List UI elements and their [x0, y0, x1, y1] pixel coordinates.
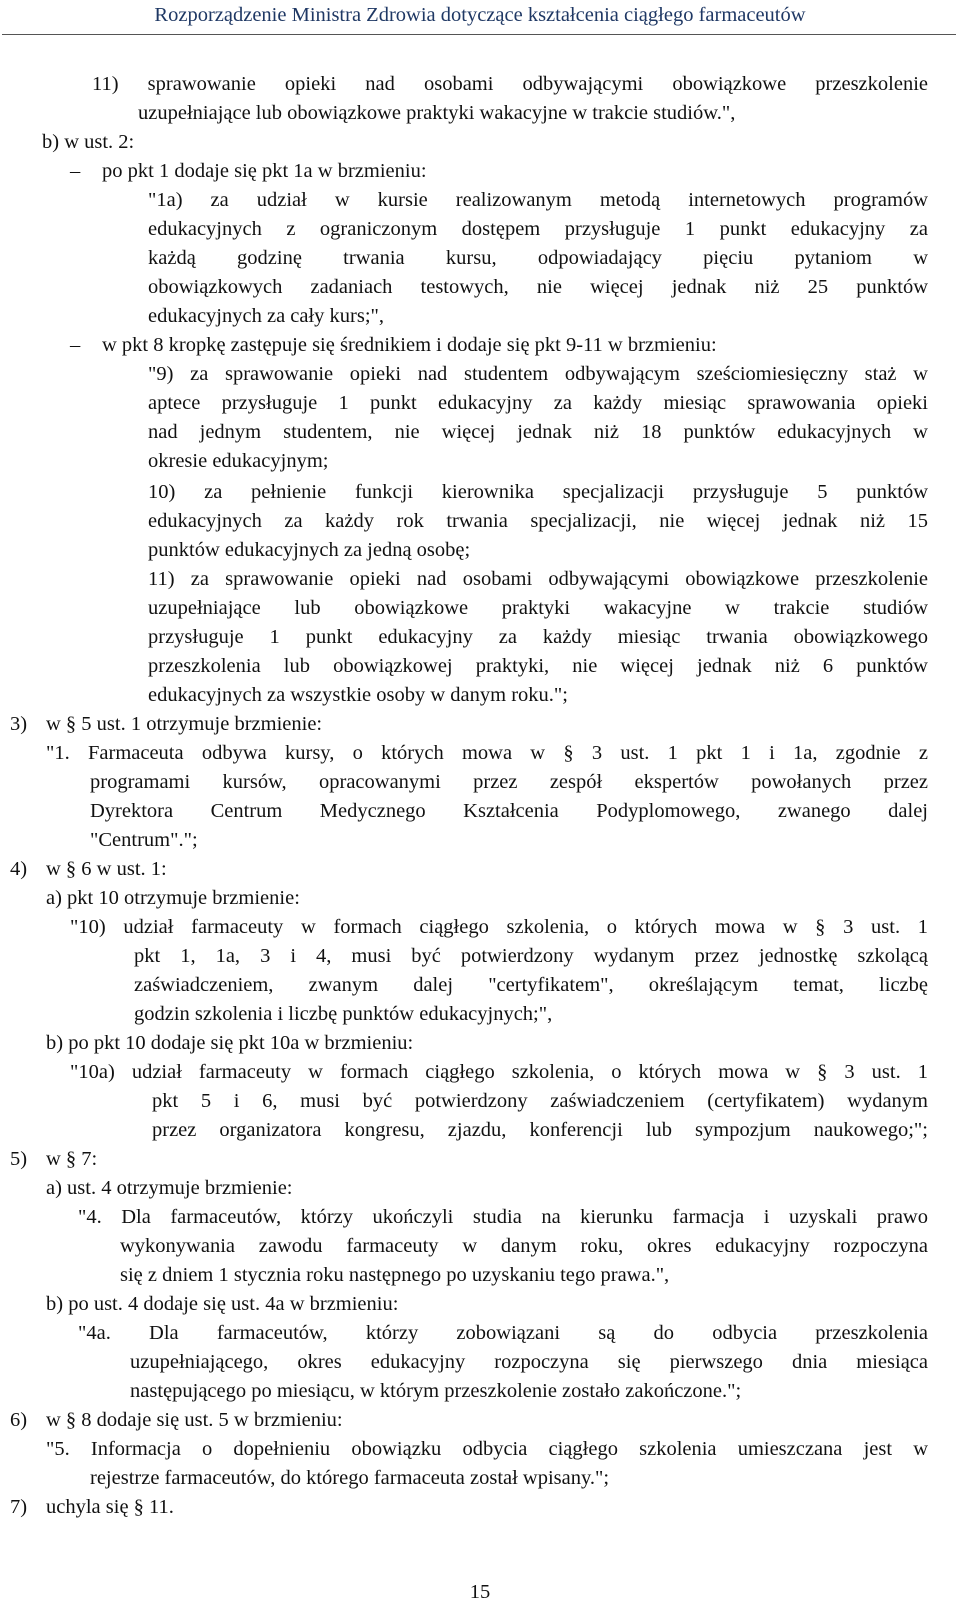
list-label: 5) — [10, 1148, 28, 1170]
text-line: a) pkt 10 otrzymuje brzmienie: — [46, 887, 300, 909]
text-line: aptece przysługuje 1 punkt edukacyjny za każdy miesiąc sprawowania opieki — [148, 392, 928, 414]
text-line: rejestrze farmaceutów, do którego farmaceuta został wpisany."; — [90, 1467, 610, 1489]
text-line: "4. Dla farmaceutów, którzy ukończyli studia na kierunku farmacja i uzyskali prawo — [78, 1206, 928, 1228]
text-line: "10a) udział farmaceuty w formach ciągłego szkolenia, o których mowa w § 3 ust. 1 — [70, 1061, 928, 1083]
text-line: w § 6 w ust. 1: — [46, 858, 167, 880]
text-line: "Centrum"."; — [90, 829, 198, 851]
page-number: 15 — [469, 1581, 491, 1603]
text-line: programami kursów, opracowanymi przez zespół ekspertów powołanych przez — [90, 771, 928, 793]
text-line: zaświadczeniem, zwanym dalej "certyfikatem", określającym temat, liczbę — [134, 974, 928, 996]
text-line: "1. Farmaceuta odbywa kursy, o których mowa w § 3 ust. 1 pkt 1 i 1a, zgodnie z — [46, 742, 928, 764]
text-line: b) po pkt 10 dodaje się pkt 10a w brzmieniu: — [46, 1032, 414, 1054]
text-line: godzin szkolenia i liczbę punktów edukacyjnych;", — [134, 1003, 553, 1025]
text-line: po pkt 1 dodaje się pkt 1a w brzmieniu: — [102, 160, 427, 182]
text-line: w pkt 8 kropkę zastępuje się średnikiem i dodaje się pkt 9-11 w brzmieniu: — [102, 334, 717, 356]
text-line: każdą godzinę trwania kursu, odpowiadający pięciu pytaniom w — [148, 247, 928, 269]
list-label: 3) — [10, 713, 28, 735]
text-line: się z dniem 1 stycznia roku następnego po uzyskaniu tego prawa.", — [120, 1264, 670, 1286]
list-label: 6) — [10, 1409, 28, 1431]
text-line: "4a. Dla farmaceutów, którzy zobowiązani są do odbycia przeszkolenia — [78, 1322, 928, 1344]
text-line: Dyrektora Centrum Medycznego Kształcenia Podyplomowego, zwanego dalej — [90, 800, 928, 822]
text-line: uzupełniające lub obowiązkowe praktyki wakacyjne w trakcie studiów.", — [138, 102, 736, 124]
text-line: b) w ust. 2: — [42, 131, 135, 153]
text-line: wykonywania zawodu farmaceuty w danym roku, okres edukacyjny rozpoczyna — [120, 1235, 928, 1257]
text-line: następującego po miesiącu, w którym przeszkolenie zostało zakończone."; — [130, 1380, 742, 1402]
text-line: obowiązkowych zadaniach testowych, nie więcej jednak niż 25 punktów — [148, 276, 928, 298]
text-line: edukacyjnych za wszystkie osoby w danym roku."; — [148, 684, 568, 706]
text-line: przysługuje 1 punkt edukacyjny za każdy miesiąc trwania obowiązkowego — [148, 626, 928, 648]
text-line: w § 7: — [46, 1148, 98, 1170]
text-line: "1a) za udział w kursie realizowanym metodą internetowych programów — [148, 189, 928, 211]
text-line: w § 8 dodaje się ust. 5 w brzmieniu: — [46, 1409, 343, 1431]
text-line: "10) udział farmaceuty w formach ciągłego szkolenia, o których mowa w § 3 ust. 1 — [70, 916, 928, 938]
text-line: a) ust. 4 otrzymuje brzmienie: — [46, 1177, 293, 1199]
text-line: "9) za sprawowanie opieki nad studentem odbywającym sześciomiesięczny staż w — [148, 363, 928, 385]
list-label: 7) — [10, 1496, 28, 1518]
running-header: Rozporządzenie Ministra Zdrowia dotyczące kształcenia ciągłego farmaceutów — [154, 4, 806, 26]
text-line: 11) sprawowanie opieki nad osobami odbywającymi obowiązkowe przeszkolenie — [92, 73, 928, 95]
text-line: b) po ust. 4 dodaje się ust. 4a w brzmieniu: — [46, 1293, 399, 1315]
text-line: uzupełniające lub obowiązkowe praktyki wakacyjne w trakcie studiów — [148, 597, 928, 619]
text-line: edukacyjnych z ograniczonym dostępem przysługuje 1 punkt edukacyjny za — [148, 218, 928, 240]
text-line: w § 5 ust. 1 otrzymuje brzmienie: — [46, 713, 323, 735]
text-line: uchyla się § 11. — [46, 1496, 174, 1518]
text-line: 11) za sprawowanie opieki nad osobami odbywającymi obowiązkowe przeszkolenie — [148, 568, 928, 590]
text-line: edukacyjnych za cały kurs;", — [148, 305, 385, 327]
text-line: "5. Informacja o dopełnieniu obowiązku odbycia ciągłego szkolenia umieszczana jest w — [46, 1438, 928, 1460]
text-line: przeszkolenia lub obowiązkowej praktyki, nie więcej jednak niż 6 punktów — [148, 655, 928, 677]
text-line: pkt 1, 1a, 3 i 4, musi być potwierdzony wydanym przez jednostkę szkolącą — [134, 945, 928, 967]
list-label: 4) — [10, 858, 28, 880]
list-label: – — [70, 334, 81, 356]
text-line: edukacyjnych za każdy rok trwania specjalizacji, nie więcej jednak niż 15 — [148, 510, 928, 532]
text-line: 10) za pełnienie funkcji kierownika specjalizacji przysługuje 5 punktów — [148, 481, 928, 503]
text-line: okresie edukacyjnym; — [148, 450, 329, 472]
text-line: pkt 5 i 6, musi być potwierdzony zaświadczeniem (certyfikatem) wydanym — [152, 1090, 928, 1112]
text-line: punktów edukacyjnych za jedną osobę; — [148, 539, 471, 561]
list-label: – — [70, 160, 81, 182]
text-line: nad jednym studentem, nie więcej jednak niż 18 punktów edukacyjnych w — [148, 421, 928, 443]
text-line: przez organizatora kongresu, zjazdu, konferencji lub sympozjum naukowego;"; — [152, 1119, 928, 1141]
text-line: uzupełniającego, okres edukacyjny rozpoczyna się pierwszego dnia miesiąca — [130, 1351, 928, 1373]
